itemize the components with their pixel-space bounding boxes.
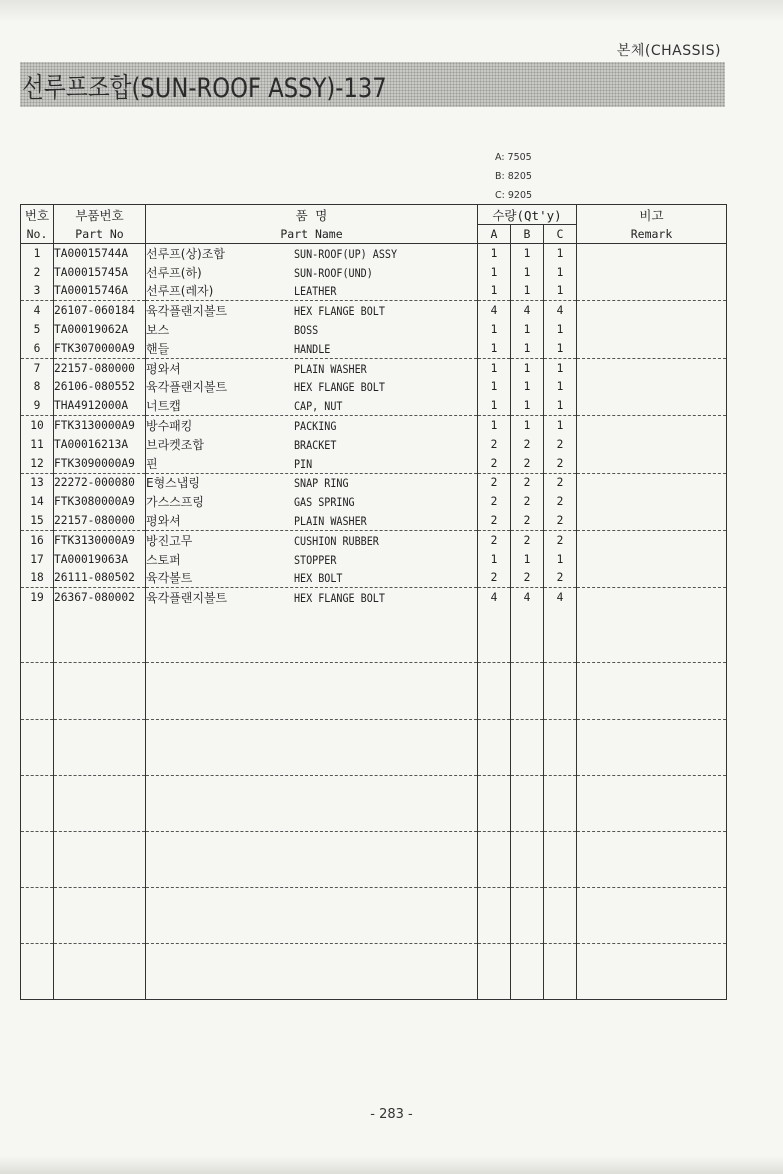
row-number: 10 (21, 416, 54, 435)
row-number: 15 (21, 511, 54, 530)
part-number: TA00016213A (54, 435, 146, 454)
empty-row (21, 775, 727, 831)
part-name-ko: 스토퍼 (146, 552, 181, 567)
empty-cell (146, 663, 478, 719)
empty-cell (478, 663, 511, 719)
empty-cell (577, 775, 727, 831)
table-row (21, 416, 727, 435)
remark (577, 588, 727, 607)
row-number: 19 (21, 588, 54, 607)
empty-cell (544, 888, 577, 944)
row-number: 12 (21, 454, 54, 473)
empty-cell (54, 888, 146, 944)
empty-cell (511, 831, 544, 887)
part-name-en: HANDLE (294, 342, 331, 356)
empty-cell (21, 607, 54, 663)
empty-cell (478, 944, 511, 1000)
empty-cell (511, 607, 544, 663)
remark (577, 378, 727, 397)
part-name-en: STOPPER (294, 553, 337, 567)
part-name-ko: 선루프(상)조합 (146, 246, 225, 261)
qty-b: 2 (511, 511, 544, 530)
qty-a: 1 (478, 339, 511, 358)
remark (577, 244, 727, 263)
qty-a: 4 (478, 588, 511, 607)
qty-a: 1 (478, 378, 511, 397)
part-name-cell (146, 282, 478, 301)
empty-cell (478, 775, 511, 831)
part-name-ko: 평와셔 (146, 514, 181, 529)
section-label: 본체(CHASSIS) (616, 43, 721, 59)
empty-cell (577, 944, 727, 1000)
qty-c: 1 (544, 358, 577, 377)
qty-c: 1 (544, 320, 577, 339)
part-name-ko: 핀 (146, 456, 158, 471)
empty-cell (146, 831, 478, 887)
qty-b: 1 (511, 358, 544, 377)
part-number: FTK3070000A9 (54, 339, 146, 358)
qty-a: 1 (478, 320, 511, 339)
empty-cell (544, 719, 577, 775)
empty-cell (544, 607, 577, 663)
part-name-cell (146, 244, 478, 263)
part-name-en: CUSHION RUBBER (294, 534, 379, 548)
part-name-cell (146, 263, 478, 282)
qty-b: 4 (511, 588, 544, 607)
empty-cell (21, 944, 54, 1000)
model-codes (495, 148, 532, 205)
part-number: 26106-080552 (54, 378, 146, 397)
qty-a: 2 (478, 569, 511, 588)
part-name-en: SUN-ROOF(UND) (294, 266, 373, 280)
qty-a: 1 (478, 550, 511, 569)
table-row (21, 569, 727, 588)
qty-a: 2 (478, 511, 511, 530)
qty-a: 1 (478, 244, 511, 263)
qty-b: 4 (511, 301, 544, 320)
part-name-cell (146, 454, 478, 473)
part-name-en: PLAIN WASHER (294, 515, 367, 529)
empty-cell (511, 663, 544, 719)
part-name-ko: 핸들 (146, 341, 170, 356)
qty-b: 2 (511, 473, 544, 492)
remark (577, 263, 727, 282)
qty-c: 2 (544, 511, 577, 530)
qty-b: 1 (511, 550, 544, 569)
empty-cell (577, 831, 727, 887)
row-number: 17 (21, 550, 54, 569)
qty-a: 2 (478, 492, 511, 511)
qty-c: 2 (544, 454, 577, 473)
qty-a: 2 (478, 454, 511, 473)
part-name-cell (146, 492, 478, 511)
part-number: 22157-080000 (54, 511, 146, 530)
part-name-cell (146, 396, 478, 415)
qty-c: 2 (544, 530, 577, 549)
empty-cell (54, 775, 146, 831)
empty-row (21, 719, 727, 775)
qty-c: 4 (544, 588, 577, 607)
qty-c: 2 (544, 473, 577, 492)
qty-b: 1 (511, 282, 544, 301)
part-number: FTK3130000A9 (54, 416, 146, 435)
part-name-ko: 선루프(레자) (146, 284, 214, 299)
part-number: FTK3090000A9 (54, 454, 146, 473)
table-row (21, 339, 727, 358)
empty-cell (146, 888, 478, 944)
table-row (21, 282, 727, 301)
row-number: 16 (21, 530, 54, 549)
part-name-ko: 방수패킹 (146, 419, 193, 434)
part-name-en: HEX FLANGE BOLT (294, 592, 385, 606)
part-name-ko: 선루프(하) (146, 265, 202, 280)
part-name-ko: E형스냅링 (146, 476, 200, 491)
empty-cell (544, 831, 577, 887)
row-number: 18 (21, 569, 54, 588)
part-number: FTK3080000A9 (54, 492, 146, 511)
remark (577, 492, 727, 511)
part-name-cell (146, 550, 478, 569)
qty-b: 2 (511, 435, 544, 454)
qty-a: 1 (478, 282, 511, 301)
page-number: - 283 - (370, 1107, 413, 1122)
scan-edge-top (0, 0, 783, 22)
qty-b: 2 (511, 530, 544, 549)
empty-row (21, 607, 727, 663)
header-remark-ko: 비고 (577, 205, 727, 225)
empty-cell (511, 719, 544, 775)
table-row (21, 378, 727, 397)
part-number: 26107-060184 (54, 301, 146, 320)
qty-a: 2 (478, 473, 511, 492)
remark (577, 396, 727, 415)
qty-c: 1 (544, 396, 577, 415)
empty-cell (54, 831, 146, 887)
empty-cell (146, 944, 478, 1000)
part-name-cell (146, 416, 478, 435)
remark (577, 569, 727, 588)
header-part-en: Part No (54, 225, 146, 244)
part-name-en: PACKING (294, 420, 337, 434)
empty-cell (21, 831, 54, 887)
part-name-en: GAS SPRING (294, 496, 355, 510)
empty-cell (146, 775, 478, 831)
row-number: 2 (21, 263, 54, 282)
qty-c: 2 (544, 569, 577, 588)
empty-cell (478, 831, 511, 887)
part-name-ko: 보스 (146, 323, 170, 338)
part-name-ko: 육각플랜지볼트 (146, 380, 228, 395)
qty-c: 1 (544, 378, 577, 397)
row-number: 5 (21, 320, 54, 339)
table-row (21, 244, 727, 263)
header-qty-b: B (511, 225, 544, 244)
part-name-cell (146, 511, 478, 530)
empty-cell (478, 719, 511, 775)
part-name-cell (146, 358, 478, 377)
table-row (21, 588, 727, 607)
table-row (21, 263, 727, 282)
qty-b: 1 (511, 320, 544, 339)
part-name-en: HEX FLANGE BOLT (294, 381, 385, 395)
part-number: THA4912000A (54, 396, 146, 415)
empty-row (21, 663, 727, 719)
empty-cell (544, 944, 577, 1000)
part-number: 22272-000080 (54, 473, 146, 492)
qty-c: 1 (544, 416, 577, 435)
part-name-ko: 육각볼트 (146, 571, 193, 586)
qty-b: 1 (511, 244, 544, 263)
empty-cell (511, 888, 544, 944)
table-row (21, 530, 727, 549)
part-number: 22157-080000 (54, 358, 146, 377)
remark (577, 550, 727, 569)
page-title: 선루프조합(SUN-ROOF ASSY)-137 (22, 73, 387, 104)
part-number: 26111-080502 (54, 569, 146, 588)
header-name-ko: 품 명 (146, 205, 478, 225)
empty-cell (577, 719, 727, 775)
part-name-cell (146, 301, 478, 320)
part-name-cell (146, 320, 478, 339)
remark (577, 282, 727, 301)
row-number: 1 (21, 244, 54, 263)
part-name-en: BOSS (294, 324, 319, 338)
qty-b: 1 (511, 396, 544, 415)
part-name-ko: 육각플랜지볼트 (146, 304, 228, 319)
part-number: FTK3130000A9 (54, 530, 146, 549)
header-no-ko: 번호 (21, 205, 54, 225)
qty-c: 4 (544, 301, 577, 320)
part-name-en: PLAIN WASHER (294, 362, 367, 376)
empty-cell (54, 663, 146, 719)
qty-c: 1 (544, 244, 577, 263)
part-name-ko: 평와셔 (146, 361, 181, 376)
part-name-cell (146, 378, 478, 397)
row-number: 6 (21, 339, 54, 358)
remark (577, 416, 727, 435)
qty-a: 1 (478, 263, 511, 282)
empty-row (21, 944, 727, 1000)
empty-cell (21, 888, 54, 944)
empty-row (21, 831, 727, 887)
table-row (21, 454, 727, 473)
row-number: 9 (21, 396, 54, 415)
remark (577, 530, 727, 549)
empty-cell (577, 607, 727, 663)
part-name-cell (146, 473, 478, 492)
parts-table (20, 204, 727, 1000)
empty-row (21, 888, 727, 944)
qty-b: 2 (511, 492, 544, 511)
remark (577, 473, 727, 492)
qty-c: 1 (544, 339, 577, 358)
qty-b: 2 (511, 569, 544, 588)
remark (577, 358, 727, 377)
part-name-en: PIN (294, 457, 313, 471)
table-row (21, 435, 727, 454)
part-name-en: SNAP RING (294, 477, 349, 491)
remark (577, 435, 727, 454)
qty-c: 1 (544, 282, 577, 301)
qty-a: 4 (478, 301, 511, 320)
model-code-a: A: 7505 (495, 152, 532, 163)
part-name-en: BRACKET (294, 438, 337, 452)
table-row (21, 492, 727, 511)
row-number: 11 (21, 435, 54, 454)
qty-b: 1 (511, 416, 544, 435)
part-name-ko: 방진고무 (146, 533, 193, 548)
row-number: 13 (21, 473, 54, 492)
part-number: TA00015745A (54, 263, 146, 282)
part-name-cell (146, 530, 478, 549)
row-number: 7 (21, 358, 54, 377)
qty-b: 1 (511, 339, 544, 358)
parts-table-body (21, 244, 727, 1000)
empty-cell (577, 888, 727, 944)
qty-a: 1 (478, 358, 511, 377)
part-name-ko: 너트캡 (146, 399, 181, 414)
table-row (21, 358, 727, 377)
header-qty: 수량(Qt'y) (478, 205, 577, 225)
empty-cell (54, 607, 146, 663)
qty-a: 2 (478, 530, 511, 549)
scan-edge-bottom (0, 1156, 783, 1174)
model-code-b: B: 8205 (495, 171, 532, 182)
part-number: TA00015746A (54, 282, 146, 301)
header-name-en: Part Name (146, 225, 478, 244)
qty-c: 2 (544, 435, 577, 454)
empty-cell (21, 719, 54, 775)
header-remark-en: Remark (577, 225, 727, 244)
empty-cell (478, 888, 511, 944)
qty-a: 1 (478, 396, 511, 415)
header-no-en: No. (21, 225, 54, 244)
part-name-ko: 브라켓조합 (146, 437, 204, 452)
remark (577, 301, 727, 320)
empty-cell (544, 663, 577, 719)
qty-b: 1 (511, 263, 544, 282)
header-qty-c: C (544, 225, 577, 244)
empty-cell (21, 775, 54, 831)
row-number: 3 (21, 282, 54, 301)
empty-cell (54, 719, 146, 775)
part-name-en: CAP, NUT (294, 400, 343, 414)
empty-cell (21, 663, 54, 719)
part-name-en: HEX BOLT (294, 572, 343, 586)
part-name-en: LEATHER (294, 285, 337, 299)
empty-cell (544, 775, 577, 831)
qty-a: 1 (478, 416, 511, 435)
table-row (21, 320, 727, 339)
row-number: 14 (21, 492, 54, 511)
empty-cell (146, 719, 478, 775)
table-row (21, 473, 727, 492)
remark (577, 320, 727, 339)
part-name-en: SUN-ROOF(UP) ASSY (294, 247, 398, 261)
row-number: 8 (21, 378, 54, 397)
qty-c: 1 (544, 263, 577, 282)
table-row (21, 511, 727, 530)
part-number: TA00019063A (54, 550, 146, 569)
empty-cell (54, 944, 146, 1000)
part-name-cell (146, 435, 478, 454)
remark (577, 454, 727, 473)
part-number: 26367-080002 (54, 588, 146, 607)
empty-cell (478, 607, 511, 663)
table-row (21, 396, 727, 415)
part-name-cell (146, 569, 478, 588)
part-name-cell (146, 588, 478, 607)
model-code-c: C: 9205 (495, 190, 533, 201)
table-row (21, 301, 727, 320)
part-name-cell (146, 339, 478, 358)
remark (577, 339, 727, 358)
header-part-ko: 부품번호 (54, 205, 146, 225)
part-name-ko: 가스스프링 (146, 495, 204, 510)
part-name-ko: 육각플랜지볼트 (146, 591, 228, 606)
remark (577, 511, 727, 530)
qty-c: 2 (544, 492, 577, 511)
qty-b: 2 (511, 454, 544, 473)
empty-cell (511, 775, 544, 831)
empty-cell (146, 607, 478, 663)
qty-c: 1 (544, 550, 577, 569)
part-name-en: HEX FLANGE BOLT (294, 305, 385, 319)
part-number: TA00019062A (54, 320, 146, 339)
qty-b: 1 (511, 378, 544, 397)
table-row (21, 550, 727, 569)
row-number: 4 (21, 301, 54, 320)
empty-cell (577, 663, 727, 719)
header-qty-a: A (478, 225, 511, 244)
qty-a: 2 (478, 435, 511, 454)
empty-cell (511, 944, 544, 1000)
part-number: TA00015744A (54, 244, 146, 263)
